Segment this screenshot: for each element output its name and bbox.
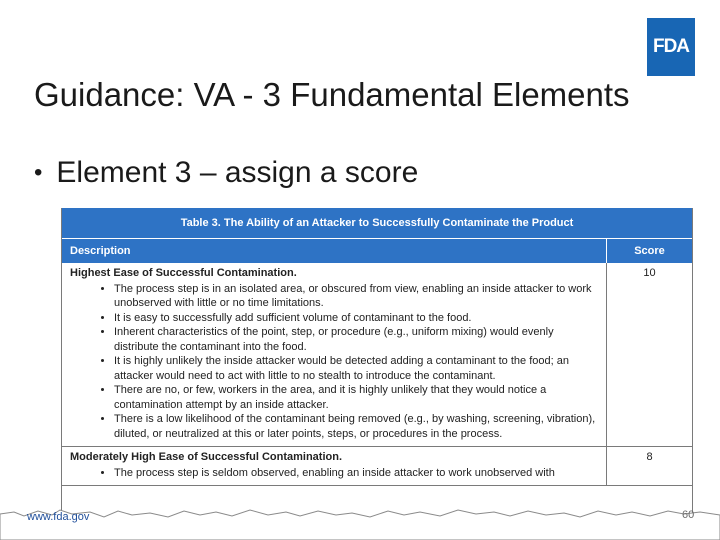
table-row (62, 263, 692, 447)
list-item: • There is a low likelihood of the contaminant being removed (e.g., by washing, screening, vibration), diluted, or neutralized at this or later points, steps, or procedures in the process. (114, 412, 598, 441)
table-caption: Table 3. The Ability of an Attacker to Successfully Contaminate the Product (62, 208, 692, 238)
row-score: 8 (646, 451, 653, 463)
criteria-list (70, 466, 598, 481)
row-description (62, 263, 607, 446)
footer-url: www.fda.gov (27, 511, 90, 523)
score-table (61, 208, 693, 526)
list-item: • The process step is seldom observed, enabling an inside attacker to work unobserved with (114, 466, 598, 481)
list-item: • It is highly unlikely the inside attacker would be detected adding a contaminant to the food; an attacker would need to act with little to no stealth to introduce the contaminant. (114, 354, 598, 383)
list-item: • The process step is in an isolated area, or obscured from view, enabling an inside attacker to work unobserved with little or no time limitations. (114, 282, 598, 311)
list-item: • It is easy to successfully add sufficient volume of contaminant to the food. (114, 311, 598, 326)
row-description (62, 447, 607, 485)
row-score: 10 (643, 267, 656, 279)
torn-edge-graphic (0, 504, 720, 540)
row-heading: Moderately High Ease of Successful Contamination. (70, 451, 342, 463)
bullet-icon: • (34, 159, 43, 186)
slide-title: Guidance: VA - 3 Fundamental Elements (34, 76, 630, 113)
list-item: • There are no, or few, workers in the area, and it is highly unlikely that they would notice a contamination attempt by an inside attacker. (114, 383, 598, 412)
header-score: Score (634, 245, 665, 257)
fda-logo: FDA (647, 18, 695, 76)
criteria-list (70, 282, 598, 442)
table-row (62, 447, 692, 486)
header-description: Description (62, 239, 607, 263)
row-heading: Highest Ease of Successful Contamination. (70, 267, 297, 279)
page-number: 60 (682, 509, 695, 521)
list-item: • Inherent characteristics of the point, step, or procedure (e.g., uniform mixing) would evenly distribute the contaminant into the food. (114, 325, 598, 354)
bullet-point (34, 156, 418, 190)
bullet-text: Element 3 – assign a score (56, 156, 419, 189)
table-header-row (62, 238, 692, 263)
